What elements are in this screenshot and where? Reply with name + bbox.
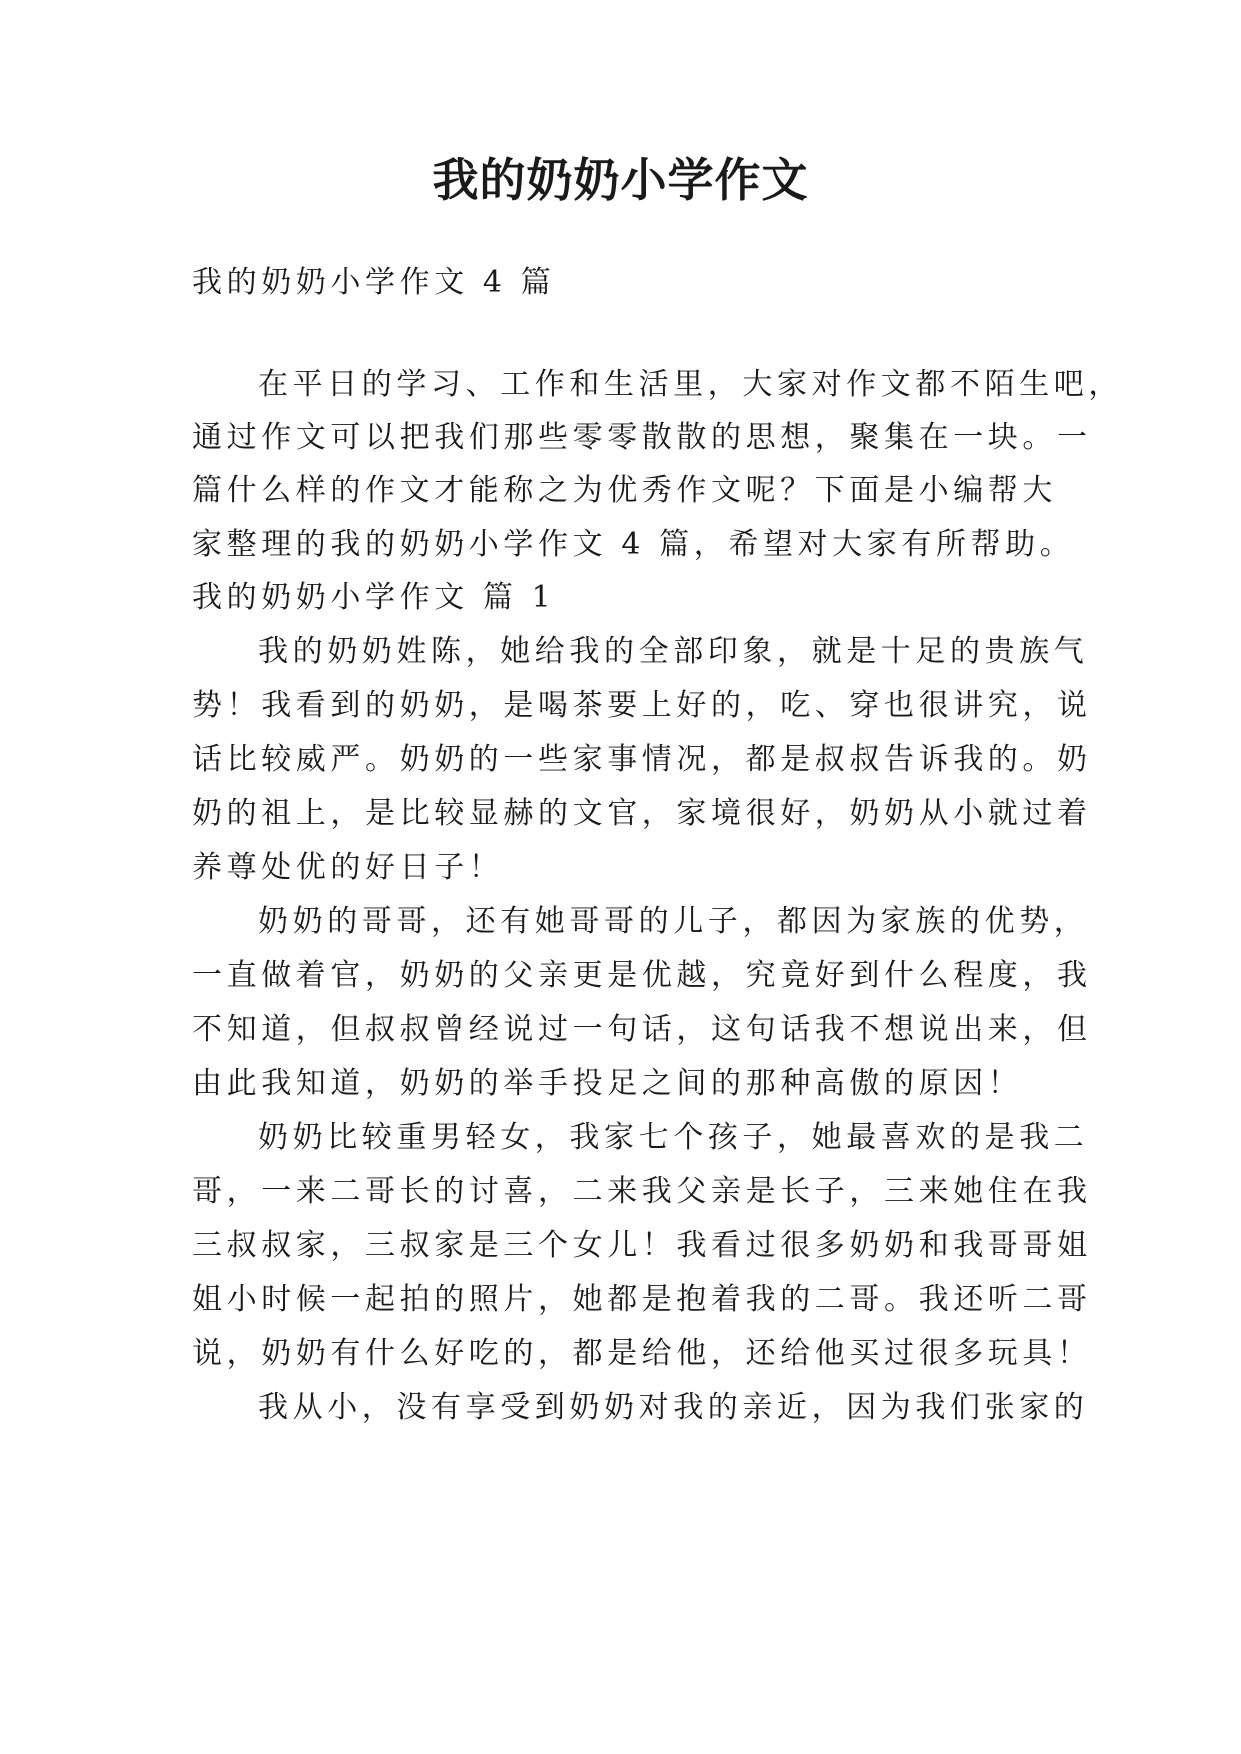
paragraph1-line: 我的奶奶姓陈，她给我的全部印象，就是十足的贵族气	[258, 634, 1089, 669]
intro-line: 篇什么样的作文才能称之为优秀作文呢？下面是小编帮大	[192, 473, 1057, 508]
paragraph1-line: 奶的祖上，是比较显赫的文官，家境很好，奶奶从小就过着	[192, 796, 1092, 831]
paragraph3-line: 说，奶奶有什么好吃的，都是给他，还给他买过很多玩具！	[192, 1336, 1092, 1371]
section-heading: 我的奶奶小学作文 篇 1	[192, 580, 556, 615]
paragraph1-line: 话比较威严。奶奶的一些家事情况，都是叔叔告诉我的。奶	[192, 742, 1092, 777]
paragraph1-line: 势！我看到的奶奶，是喝茶要上好的，吃、穿也很讲究，说	[192, 688, 1092, 723]
paragraph3-line: 三叔叔家，三叔家是三个女儿！我看过很多奶奶和我哥哥姐	[192, 1228, 1092, 1263]
intro-line: 在平日的学习、工作和生活里，大家对作文都不陌生吧，	[258, 367, 1123, 402]
paragraph2-line: 由此我知道，奶奶的举手投足之间的那种高傲的原因！	[192, 1066, 1023, 1101]
paragraph3-line: 奶奶比较重男轻女，我家七个孩子，她最喜欢的是我二	[258, 1120, 1089, 1155]
paragraph4-line: 我从小，没有享受到奶奶对我的亲近，因为我们张家的	[258, 1390, 1089, 1425]
paragraph2-line: 不知道，但叔叔曾经说过一句话，这句话我不想说出来，但	[192, 1012, 1092, 1047]
paragraph1-line: 养尊处优的好日子！	[192, 850, 504, 885]
paragraph3-line: 姐小时候一起拍的照片，她都是抱着我的二哥。我还听二哥	[192, 1282, 1092, 1317]
document-title: 我的奶奶小学作文	[432, 153, 809, 207]
intro-line: 家整理的我的奶奶小学作文 4 篇，希望对大家有所帮助。	[192, 527, 1075, 562]
paragraph2-line: 一直做着官，奶奶的父亲更是优越，究竟好到什么程度，我	[192, 958, 1092, 993]
paragraph3-line: 哥，一来二哥长的讨喜，二来我父亲是长子，三来她住在我	[192, 1174, 1092, 1209]
intro-line: 通过作文可以把我们那些零零散散的思想，聚集在一块。一	[192, 420, 1092, 455]
paragraph2-line: 奶奶的哥哥，还有她哥哥的儿子，都因为家族的优势，	[258, 904, 1089, 939]
document-subtitle: 我的奶奶小学作文 4 篇	[192, 265, 556, 300]
